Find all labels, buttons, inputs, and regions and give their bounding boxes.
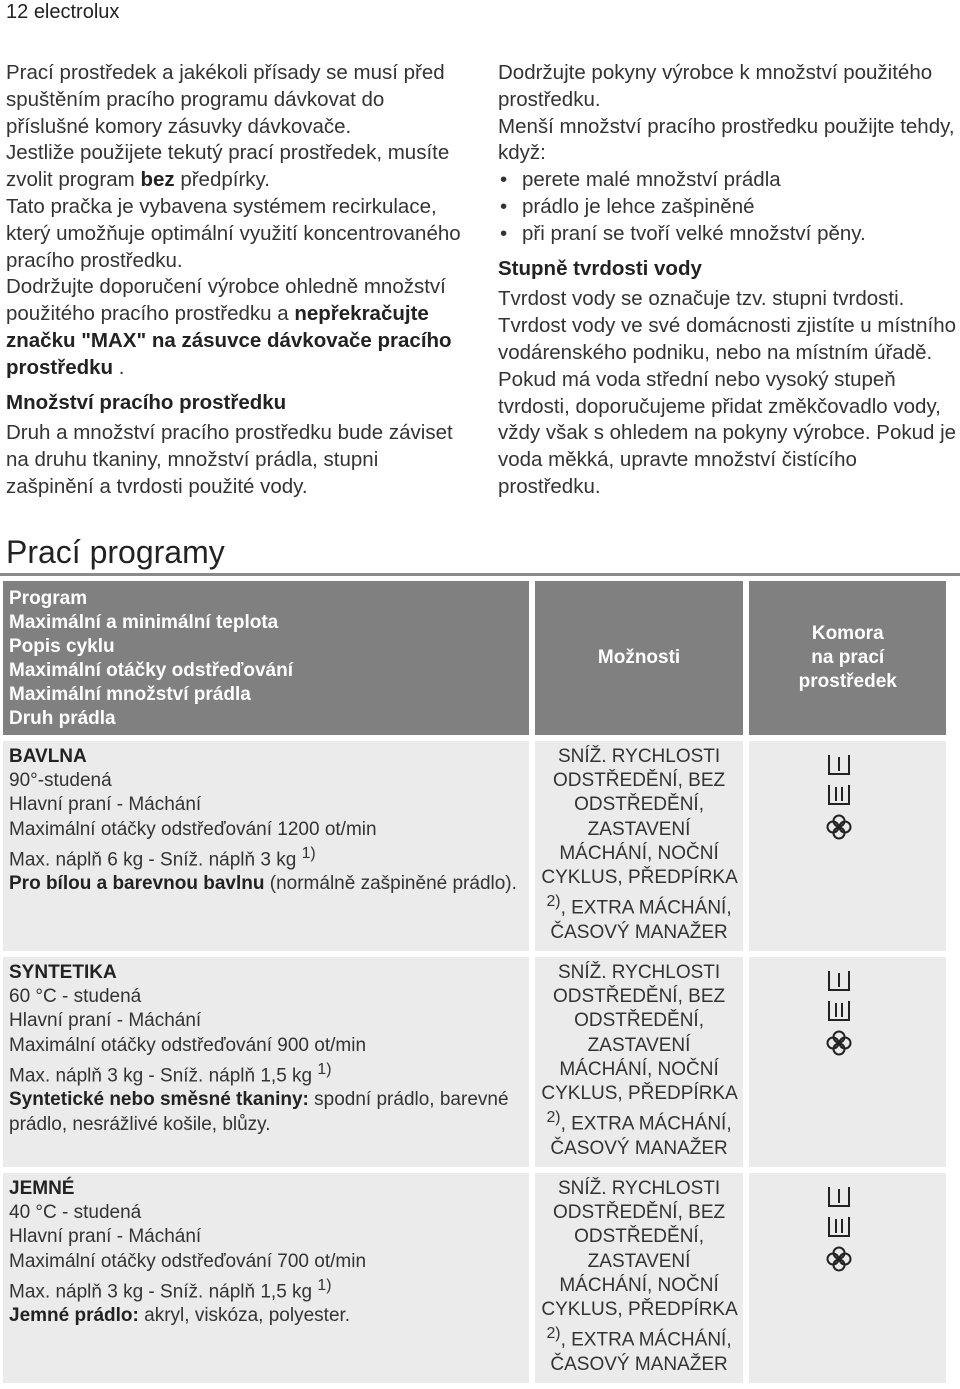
main-wash-compartment-icon	[825, 1215, 946, 1239]
paragraph: Dodržujte doporučení výrobce ohledně množství použitého pracího prostředku a nepřekračujte značku "MAX" na zásuvce dávkovače pracího prostředku .	[6, 275, 452, 379]
paragraph: Druh a množství pracího prostředku bude záviset na druhu tkaniny, množství prádla, stupni zašpinění a tvrdosti použité vody.	[6, 421, 453, 498]
header-program: Program Maximální a minimální teplota Popis cyklu Maximální otáčky odstřeďování Maximální množství prádla Druh prádla	[3, 581, 529, 735]
right-column	[498, 60, 960, 501]
programs-table	[0, 575, 952, 1389]
softener-flower-icon	[825, 813, 946, 841]
compartment-cell	[749, 741, 946, 951]
program-cell: SYNTETIKA 60 °C - studená Hlavní praní - Máchání Maximální otáčky odstřeďování 900 ot/min Max. náplň 3 kg - Sníž. náplň 1,5 kg $^{1)}$ Syntetické nebo směsné tkaniny: spodní prádlo, barevné prádlo, nesrážlivé košile, blůzy.	[3, 957, 529, 1167]
softener-flower-icon	[825, 1029, 946, 1057]
compartment-cell	[749, 1173, 946, 1383]
table-header-row	[3, 581, 946, 735]
prewash-compartment-icon	[825, 1185, 946, 1209]
table-row	[3, 741, 946, 951]
paragraph: Menší množství pracího prostředku použijte tehdy, když:	[498, 114, 955, 165]
header-options: Možnosti	[535, 581, 744, 735]
program-cell: BAVLNA 90°-studená Hlavní praní - Máchání Maximální otáčky odstřeďování 1200 ot/min Max. náplň 6 kg - Sníž. náplň 3 kg $^{1)}$ Pro bílou a barevnou bavlnu (normálně zašpiněné prádlo).	[3, 741, 529, 951]
prewash-compartment-icon	[825, 969, 946, 993]
paragraph: Tvrdost vody ve své domácnosti zjistíte u místního vodárenského podniku, nebo na místním úřadě. Pokud má voda střední nebo vysoký stupeň tvrdosti, doporučujeme přidat změkčovadlo vody, vždy však s ohledem na pokyny výrobce. Pokud je voda měkká, upravte množství čistícího prostředku.	[498, 314, 957, 498]
list-item: • perete malé množství prádla	[498, 167, 960, 194]
bullet-list	[498, 167, 960, 247]
section-heading: Stupně tvrdosti vody	[498, 256, 702, 280]
paragraph: Dodržujte pokyny výrobce k množství použitého prostředku.	[498, 61, 933, 111]
softener-flower-icon	[825, 1245, 946, 1273]
page-number: 12	[6, 1, 29, 23]
paragraph: Tvrdost vody se označuje tzv. stupni tvrdosti.	[498, 287, 905, 311]
table-row	[3, 957, 946, 1167]
options-cell: SNÍŽ. RYCHLOSTI ODSTŘEDĚNÍ, BEZ ODSTŘEDĚNÍ, ZASTAVENÍ MÁCHÁNÍ, NOČNÍ CYKLUS, PŘEDPÍRKA $^{2)}$, EXTRA MÁCHÁNÍ, ČASOVÝ MANAŽER	[535, 741, 744, 951]
list-item: • při praní se tvoří velké množství pěny.	[498, 221, 960, 248]
options-cell: SNÍŽ. RYCHLOSTI ODSTŘEDĚNÍ, BEZ ODSTŘEDĚNÍ, ZASTAVENÍ MÁCHÁNÍ, NOČNÍ CYKLUS, PŘEDPÍRKA $^{2)}$, EXTRA MÁCHÁNÍ, ČASOVÝ MANAŽER	[535, 1173, 744, 1383]
table-row	[3, 1173, 946, 1383]
left-column	[6, 60, 466, 501]
prewash-compartment-icon	[825, 753, 946, 777]
options-cell: SNÍŽ. RYCHLOSTI ODSTŘEDĚNÍ, BEZ ODSTŘEDĚNÍ, ZASTAVENÍ MÁCHÁNÍ, NOČNÍ CYKLUS, PŘEDPÍRKA $^{2)}$, EXTRA MÁCHÁNÍ, ČASOVÝ MANAŽER	[535, 957, 744, 1167]
compartment-cell	[749, 957, 946, 1167]
section-heading: Množství pracího prostředku	[6, 390, 287, 414]
program-cell: JEMNÉ 40 °C - studená Hlavní praní - Máchání Maximální otáčky odstřeďování 700 ot/min Max. náplň 3 kg - Sníž. náplň 1,5 kg $^{1)}$ Jemné prádlo: akryl, viskóza, polyester.	[3, 1173, 529, 1383]
paragraph: Jestliže použijete tekutý prací prostředek, musíte zvolit program bez předpírky.	[6, 141, 450, 192]
paragraph: Prací prostředek a jakékoli přísady se musí před spuštěním pracího programu dávkovat do příslušné komory zásuvky dávkovače.	[6, 61, 445, 138]
header-compartment: Komora na prací prostředek	[749, 581, 946, 735]
brand-name: electrolux	[33, 1, 120, 23]
main-wash-compartment-icon	[825, 783, 946, 807]
paragraph: Tato pračka je vybavena systémem recirkulace, který umožňuje optimální využití koncentrovaného pracího prostředku.	[6, 194, 461, 272]
page-header	[6, 0, 119, 24]
list-item: • prádlo je lehce zašpiněné	[498, 194, 960, 221]
section-title: Prací programy	[6, 534, 225, 570]
main-wash-compartment-icon	[825, 999, 946, 1023]
